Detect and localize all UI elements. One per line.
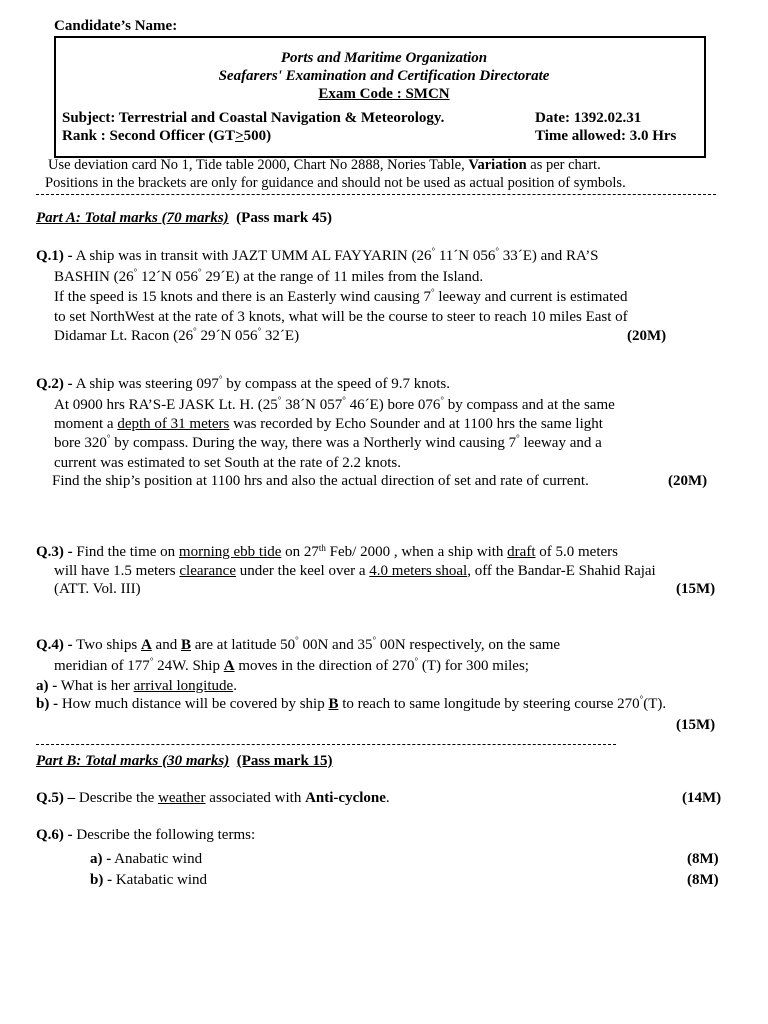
q4-part-b: b) - How much distance will be covered by ship B to reach to same longitude by steering course 270°(T). [36,694,667,712]
q1-line-4: to set NorthWest at the rate of 3 knots, what will be the course to steer to reach 10 miles East of [54,309,628,325]
q5-line: Q.5) – Describe the weather associated with Anti-cyclone. [36,790,390,806]
q3-number: Q.3) - [36,544,73,560]
q2-marks: (20M) [668,473,708,489]
q1-line-2: BASHIN (26° 12´N 056° 29´E) at the range of 11 miles from the Island. [54,267,484,285]
exam-code: Exam Code : SMCN [318,86,450,102]
q4-number: Q.4) - [36,637,73,653]
q4-line-1: Q.4) - Two ships A and B are at latitude 50° 00N and 35° 00N respectively, on the same [36,635,561,653]
q1-line-3: If the speed is 15 knots and there is an Easterly wind causing 7° leeway and current is estimated [54,287,628,305]
q6-line: Q.6) - Describe the following terms: [36,827,256,843]
exam-rank [62,127,271,145]
q2-line-5: current was estimated to set South at the rate of 2.2 knots. [54,455,401,471]
q6-part-b: b) - Katabatic wind [90,872,208,888]
divider-middle [36,744,616,745]
exam-date: Date: 1392.02.31 [535,110,642,126]
q5-marks: (14M) [682,790,722,806]
divider-top [36,194,716,195]
q6-part-b-marks: (8M) [687,872,719,888]
rank-value-end: 500) [243,128,272,144]
part-a-heading [36,209,332,227]
q5-number: Q.5) – [36,790,76,806]
part-a-title: Part A: Total marks (70 marks) [36,210,229,226]
q1-line-1: Q.1) - A ship was in transit with JAZT UMM AL FAYYARIN (26° 11´N 056° 33´E) and RA’S [36,246,599,264]
q1-marks: (20M) [627,328,667,344]
q4-part-a: a) - What is her arrival longitude. [36,678,237,694]
q1-line-5: Didamar Lt. Racon (26° 29´N 056° 32´E) [54,326,300,344]
q3-line-1: Q.3) - Find the time on morning ebb tide on 27th Feb/ 2000 , when a ship with draft of 5.0 meters [36,543,618,560]
instruction-line-2: Positions in the brackets are only for guidance and should not be used as actual position of symbols. [45,175,626,191]
instruction-line-1: Use deviation card No 1, Tide table 2000, Chart No 2888, Nories Table, Variation as per chart. [48,157,601,173]
rank-ge-symbol: > [235,128,244,144]
q2-line-4: bore 320° by compass. During the way, there was a Northerly wind causing 7° leeway and a [54,433,602,451]
rank-label: Rank [62,128,98,144]
part-b-title: Part B: Total marks (30 marks) [36,753,230,769]
rank-value: : Second Officer (GT [100,128,236,144]
q4-line-2: meridian of 177° 24W. Ship A moves in the direction of 270° (T) for 300 miles; [54,656,529,674]
q2-line-3: moment a depth of 31 meters was recorded by Echo Sounder and at 1100 hrs the same light [54,416,603,432]
time-allowed: Time allowed: 3.0 Hrs [535,128,677,144]
q3-marks: (15M) [676,581,716,597]
q4-marks: (15M) [676,717,716,733]
exam-subject: Subject: Terrestrial and Coastal Navigation & Meteorology. [62,110,445,126]
q6-part-a: a) - Anabatic wind [90,851,203,867]
q6-number: Q.6) - [36,827,73,843]
organization-name: Ports and Maritime Organization [280,50,488,66]
q2-line-2: At 0900 hrs RA’S-E JASK Lt. H. (25° 38´N 057° 46´E) bore 076° by compass and at the same [54,395,615,413]
q3-line-3: (ATT. Vol. III) [54,581,141,597]
candidate-name-label: Candidate’s Name: [54,18,178,34]
q2-number: Q.2) - [36,376,73,392]
q2-line-1: Q.2) - A ship was steering 097° by compass at the speed of 9.7 knots. [36,374,450,392]
q2-line-6: Find the ship’s position at 1100 hrs and also the actual direction of set and rate of current. [52,473,589,489]
q1-number: Q.1) - [36,248,73,264]
q6-part-a-marks: (8M) [687,851,719,867]
q3-line-2: will have 1.5 meters clearance under the keel over a 4.0 meters shoal, off the Bandar-E Shahid Rajai [54,563,656,579]
directorate-name: Seafarers' Examination and Certification Directorate [218,68,550,84]
part-b-pass-mark: (Pass mark 15) [236,753,333,769]
part-b-heading [36,752,333,770]
part-a-pass-mark: (Pass mark 45) [236,210,332,226]
